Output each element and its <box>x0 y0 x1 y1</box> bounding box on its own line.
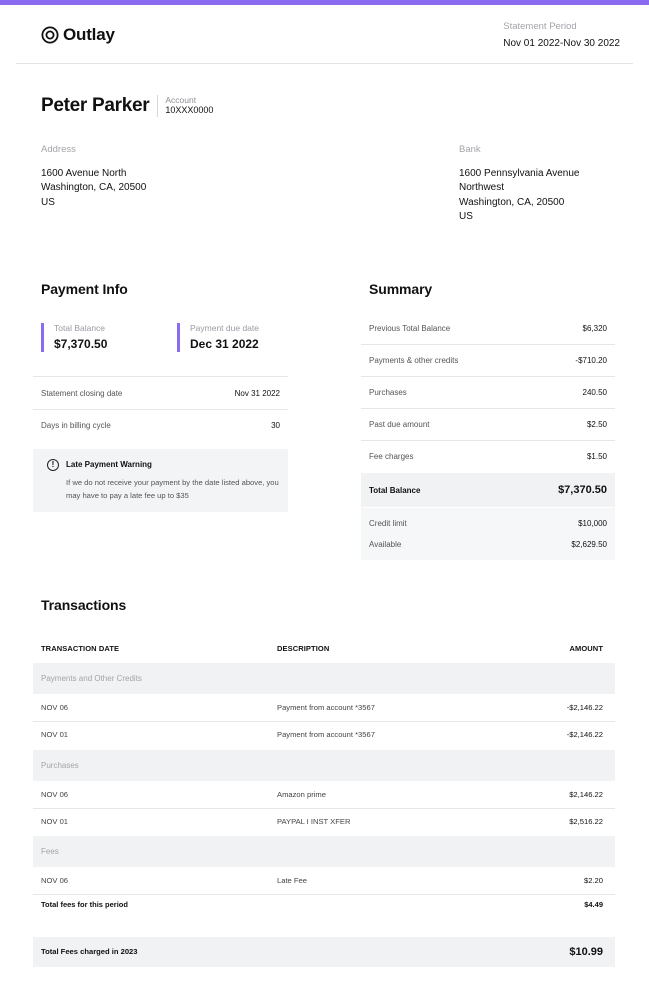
total-balance-value: $7,370.50 <box>558 484 607 496</box>
row-value: $1.50 <box>586 451 607 461</box>
transaction-group-header: Purchases <box>33 750 615 781</box>
row-label: Previous Total Balance <box>369 323 451 333</box>
address-line: US <box>41 196 55 208</box>
bank-label: Bank <box>459 144 481 155</box>
row-label: Fee charges <box>369 451 414 461</box>
transaction-group-header: Payments and Other Credits <box>33 663 615 694</box>
statement-header <box>0 5 649 64</box>
transaction-description: Payment from account *3567 <box>277 730 375 739</box>
credit-limit-label: Credit limit <box>369 519 407 528</box>
late-payment-warning <box>33 449 288 512</box>
table-row <box>33 721 615 749</box>
transaction-amount: $2.20 <box>583 876 603 885</box>
fees-total-label: Total fees for this period <box>41 900 128 909</box>
due-date-card <box>177 323 259 352</box>
summary-title: Summary <box>369 281 433 297</box>
statement-period <box>503 21 620 49</box>
bank-line: Washington, CA, 20500 <box>459 196 565 208</box>
bank-line: US <box>459 211 473 222</box>
summary-row <box>361 344 615 376</box>
total-balance-card <box>41 323 107 352</box>
bank-block <box>459 143 579 225</box>
row-label: Days in billing cycle <box>41 420 111 430</box>
address-block <box>41 143 146 210</box>
summary-row <box>361 376 615 408</box>
account-label: Account <box>165 95 197 105</box>
transactions-title: Transactions <box>41 597 127 613</box>
row-value: $2.50 <box>586 419 607 429</box>
available-label: Available <box>369 540 402 549</box>
table-row <box>33 867 615 895</box>
statement-period-label: Statement Period <box>503 21 577 32</box>
transaction-date: NOV 06 <box>41 790 69 799</box>
info-icon: ! <box>47 459 59 471</box>
transaction-date: NOV 06 <box>41 876 69 885</box>
total-balance-label: Total Balance <box>54 323 106 333</box>
brand-name: Outlay <box>63 25 115 44</box>
bank-line: Northwest <box>459 182 505 193</box>
account-number: 10XXX0000 <box>165 105 214 115</box>
fees-total-value: $4.49 <box>584 900 603 909</box>
table-row <box>33 694 615 722</box>
transaction-description: Amazon prime <box>277 790 326 799</box>
due-date-value: Dec 31 2022 <box>190 337 259 351</box>
column-header-date: TRANSACTION DATE <box>41 644 120 653</box>
year-fees-total-label: Total Fees charged in 2023 <box>41 947 138 956</box>
transaction-date: NOV 01 <box>41 817 69 826</box>
summary-row <box>361 440 615 472</box>
customer-block <box>41 95 213 117</box>
year-fees-total <box>33 937 615 967</box>
available-credit-row <box>369 540 607 549</box>
credit-limit-value: $10,000 <box>578 519 607 528</box>
transaction-date: NOV 01 <box>41 730 69 739</box>
bank-line: 1600 Pennsylvania Avenue <box>459 167 580 179</box>
summary-row <box>361 408 615 440</box>
total-balance-value: $7,370.50 <box>54 337 108 351</box>
transaction-amount: $2,146.22 <box>569 790 603 799</box>
transaction-description: Late Fee <box>277 876 307 885</box>
transaction-description: Payment from account *3567 <box>277 703 375 712</box>
column-header-amount: AMOUNT <box>569 644 603 653</box>
transaction-amount: -$2,146.22 <box>566 730 603 739</box>
row-value: 30 <box>271 420 280 430</box>
summary-total-balance <box>361 473 615 507</box>
billing-cycle-row <box>33 409 288 441</box>
column-header-description: DESCRIPTION <box>277 644 330 653</box>
address-line: Washington, CA, 20500 <box>41 182 147 193</box>
transaction-amount: $2,516.22 <box>569 817 603 826</box>
table-row <box>33 781 615 809</box>
address-label: Address <box>41 144 76 155</box>
table-row <box>33 808 615 836</box>
brand-logo <box>41 25 115 45</box>
row-value: 240.50 <box>582 387 607 397</box>
target-logo-icon <box>41 26 59 44</box>
available-value: $2,629.50 <box>571 540 607 549</box>
credit-block <box>361 508 615 560</box>
transaction-group-header: Fees <box>33 836 615 867</box>
row-label: Purchases <box>369 387 407 397</box>
row-value: $6,320 <box>582 323 607 333</box>
total-balance-label: Total Balance <box>369 485 421 495</box>
warning-title: Late Payment Warning <box>66 460 152 469</box>
warning-text: If we do not receive your payment by the date listed above, you may have to pay a late fee up to $35 <box>66 478 279 500</box>
customer-name: Peter Parker <box>41 95 150 116</box>
payment-info-title: Payment Info <box>41 281 128 297</box>
credit-limit-row <box>369 519 607 528</box>
row-label: Statement closing date <box>41 388 123 398</box>
summary-row <box>361 312 615 344</box>
due-date-label: Payment due date <box>190 323 259 333</box>
transaction-description: PAYPAL I INST XFER <box>277 817 351 826</box>
header-divider <box>16 63 633 64</box>
transaction-date: NOV 06 <box>41 703 69 712</box>
statement-period-value: Nov 01 2022-Nov 30 2022 <box>503 38 620 49</box>
row-label: Payments & other credits <box>369 355 459 365</box>
account-info <box>157 95 213 117</box>
row-value: Nov 31 2022 <box>234 388 280 398</box>
statement-closing-row <box>33 377 288 409</box>
row-label: Past due amount <box>369 419 430 429</box>
year-fees-total-value: $10.99 <box>569 946 603 958</box>
transaction-amount: -$2,146.22 <box>566 703 603 712</box>
row-value: -$710.20 <box>575 355 607 365</box>
fees-total-row <box>33 894 615 916</box>
address-line: 1600 Avenue North <box>41 167 127 179</box>
